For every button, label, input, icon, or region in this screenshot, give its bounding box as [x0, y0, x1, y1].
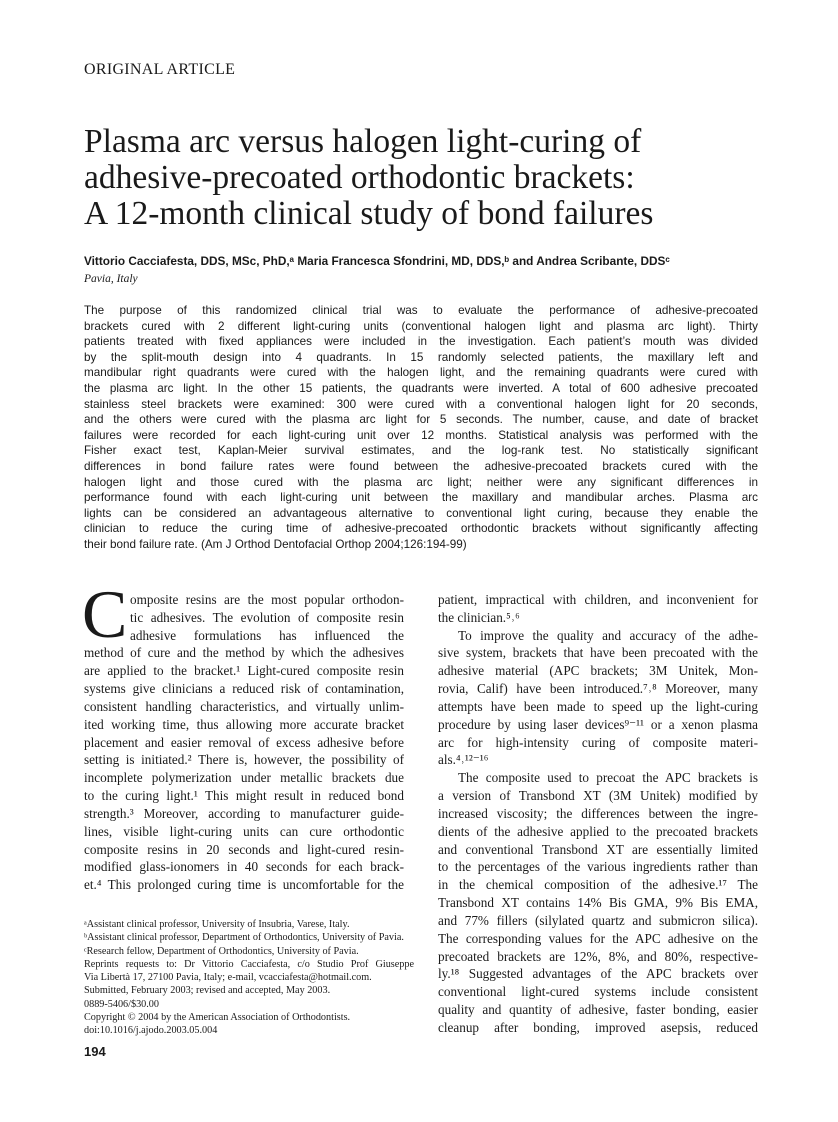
footnote-line: ᶜResearch fellow, Department of Orthodontics, University of Pavia.: [84, 945, 359, 957]
body-line: consistent handling characteristics, and virtually unlim-: [84, 698, 404, 714]
footnote-line: Via Libertà 17, 27100 Pavia, Italy; e-mail, vcacciafesta@hotmail.com.: [84, 972, 372, 984]
abstract-line: mandibular right quadrants were cured with the halogen light, and the remaining quadrants were cured with: [84, 366, 758, 380]
body-line: To improve the quality and accuracy of the adhe-: [458, 627, 758, 643]
body-line: and 77% fillers (silylated quartz and submicron silica).: [438, 912, 758, 928]
body-line: sive system, brackets that have been precoated with the: [438, 645, 758, 661]
abstract-line: and the others were cured with the plasma arc light for 5 seconds. The number, cause, and date of bracket: [84, 413, 758, 427]
abstract-line: differences in bond failure rates were found between the adhesive-precoated brackets cured with the: [84, 459, 758, 473]
body-line: conventional light-cured systems include consistent: [438, 984, 758, 1000]
body-line: The corresponding values for the APC adhesive on the: [438, 930, 758, 946]
body-line: are applied to the bracket.¹ Light-cured composite resin: [84, 663, 404, 679]
title-line: adhesive-precoated orthodontic brackets:: [84, 159, 635, 196]
right-column-body: [438, 591, 758, 1037]
body-line: method of cure and the method by which the adhesives: [84, 645, 404, 661]
article-title: [84, 124, 653, 232]
body-line: strength.³ Moreover, according to manufacturer guide-: [84, 805, 404, 821]
body-line: omposite resins are the most popular orthodon-: [130, 592, 404, 607]
abstract-line: stainless steel brackets were examined: 300 were cured with a conventional halogen light for 20 seconds,: [84, 397, 758, 411]
abstract-line: their bond failure rate. (Am J Orthod Dentofacial Orthop 2004;126:194-99): [84, 537, 467, 551]
body-line: adhesive material (APC brackets; 3M Unitek, Mon-: [438, 663, 758, 679]
body-line: et.⁴ This prolonged curing time is uncomfortable for the: [84, 877, 404, 893]
affiliation: Pavia, Italy: [84, 273, 138, 285]
body-line: systems give clinicians a reduced risk of contamination,: [84, 681, 404, 697]
body-line: patient, impractical with children, and inconvenient for: [438, 592, 758, 607]
body-line: to the curing light.¹ This might result in reduced bond: [84, 788, 404, 804]
body-line: dients of the adhesive applied to the precoated brackets: [438, 823, 758, 839]
body-line: Transbond XT contains 14% Bis GMA, 9% Bis EMA,: [438, 895, 758, 911]
abstract-line: The purpose of this randomized clinical trial was to evaluate the performance of adhesive-precoated: [84, 304, 758, 317]
body-line: rovia, Calif) have been introduced.⁷˒⁸ Moreover, many: [438, 681, 758, 697]
body-line: the clinician.⁵˒⁶: [438, 609, 520, 625]
drop-cap: C: [82, 576, 128, 652]
body-line: placement and easier removal of excess adhesive before: [84, 734, 404, 750]
page-number: 194: [84, 1044, 106, 1059]
authors: Vittorio Cacciafesta, DDS, MSc, PhD,ᵃ Maria Francesca Sfondrini, MD, DDS,ᵇ and Andrea Scribante, DDSᶜ: [84, 254, 670, 268]
left-column-body: [84, 591, 404, 894]
body-line: composite resins in 20 seconds and light-cured resin-: [84, 841, 404, 857]
body-line: arc for high-intensity curing of composite materi-: [438, 734, 758, 750]
abstract-line: the plasma arc light. In the other 15 patients, the quadrants were inverted. A total of 600 adhesive precoated: [84, 381, 758, 395]
body-line: a version of Transbond XT (3M Unitek) modified by: [438, 788, 758, 804]
abstract-line: by the split-mouth design into 4 quadrants. In 15 randomly selected patients, the maxillary left and: [84, 350, 758, 364]
footnote-line: Submitted, February 2003; revised and accepted, May 2003.: [84, 985, 331, 997]
body-line: incomplete polymerization under metallic brackets due: [84, 770, 404, 786]
body-line: tic adhesives. The evolution of composite resin: [130, 609, 404, 625]
body-line: modified glass-ionomers in 40 seconds for each brack-: [84, 859, 404, 875]
abstract-line: brackets cured with 2 different light-curing units (conventional halogen light and plasma arc light). Thirty: [84, 319, 758, 333]
footnote-line: ᵇAssistant clinical professor, Department of Orthodontics, University of Pavia.: [84, 932, 404, 944]
body-line: to the percentages of the various ingredients rather than: [438, 859, 758, 875]
body-line: in the chemical composition of the adhesive.¹⁷ The: [438, 877, 758, 893]
abstract-line: Fisher exact test, Kaplan-Meier survival estimates, and the log-rank test. No statistically significant: [84, 444, 758, 458]
body-line: attempts have been made to speed up the light-curing: [438, 698, 758, 714]
body-line: precoated brackets are 12%, 8%, and 80%, respective-: [438, 948, 758, 964]
body-line: increased viscosity; the differences between the ingre-: [438, 805, 758, 821]
body-line: ited working time, thus allowing more accurate bracket: [84, 716, 404, 732]
footnote-line: Copyright © 2004 by the American Association of Orthodontists.: [84, 1012, 351, 1024]
abstract-line: patients treated with fixed appliances were included in the investigation. Each patient’s mouth was divided: [84, 335, 758, 349]
footnote-line: 0889-5406/$30.00: [84, 998, 159, 1010]
body-line: setting is initiated.² There is, however, the possibility of: [84, 752, 404, 768]
body-line: procedure by using laser devices⁹⁻¹¹ or a xenon plasma: [438, 716, 758, 732]
footnote-line: ᵃAssistant clinical professor, University of Insubria, Varese, Italy.: [84, 919, 350, 930]
abstract: [84, 303, 758, 553]
body-line: ly.¹⁸ Suggested advantages of the APC brackets over: [438, 966, 758, 982]
title-line: A 12-month clinical study of bond failures: [84, 195, 654, 232]
abstract-line: lights can be considered an advantageous alternative to conventional light curing, because they enable the: [84, 506, 758, 520]
body-line: adhesive formulations has influenced the: [130, 627, 404, 643]
body-line: lines, visible light-curing units can cure orthodontic: [84, 823, 404, 839]
body-line: als.⁴˒¹²⁻¹⁶: [438, 752, 489, 768]
section-label: ORIGINAL ARTICLE: [84, 61, 236, 78]
footnote-line: doi:10.1016/j.ajodo.2003.05.004: [84, 1025, 218, 1037]
footnotes: [84, 918, 414, 1038]
body-line: quality and quantity of adhesive, faster bonding, easier: [438, 1002, 758, 1018]
body-line: cleanup after bonding, improved asepsis, reduced: [438, 1019, 758, 1035]
footnote-line: Reprints requests to: Dr Vittorio Cacciafesta, c/o Studio Prof Giuseppe: [84, 958, 414, 970]
body-line: The composite used to precoat the APC brackets is: [458, 770, 758, 786]
body-line: and conventional Transbond XT are essentially limited: [438, 841, 758, 857]
abstract-line: failures were recorded for each light-curing unit over 12 months. Statistical analysis was performed with the: [84, 428, 758, 442]
title-line: Plasma arc versus halogen light-curing of: [84, 123, 642, 160]
abstract-line: halogen light and those cured with the plasma arc light; neither were any significant differences in: [84, 475, 758, 489]
abstract-line: clinician to reduce the curing time of adhesive-precoated orthodontic brackets without significantly affecting: [84, 522, 758, 536]
abstract-line: performance found with each light-curing unit between the maxillary and mandibular arches. Plasma arc: [84, 491, 758, 505]
